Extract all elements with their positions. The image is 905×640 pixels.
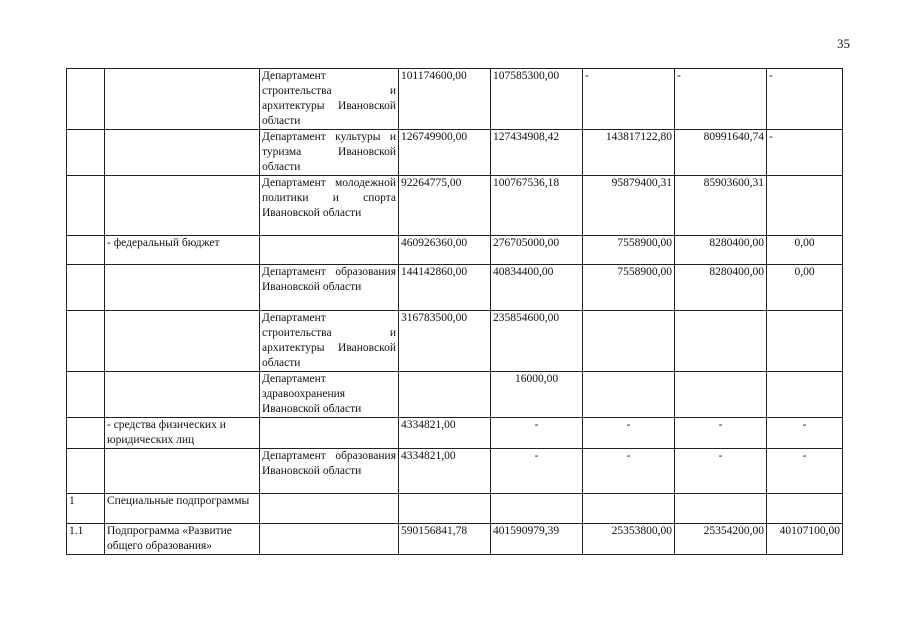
row-name-cell: - федеральный бюджет	[105, 236, 260, 265]
value-cell-4: -	[675, 418, 767, 449]
value-cell-3: 143817122,80	[583, 130, 675, 176]
table-row	[67, 265, 843, 311]
table-row	[67, 494, 843, 524]
value-cell-4: -	[675, 449, 767, 494]
executor-cell: Департамент молодежной политики и спорта Ивановской области	[260, 176, 399, 236]
row-name-cell	[105, 449, 260, 494]
row-name-cell	[105, 69, 260, 130]
value-cell-2: 276705000,00	[491, 236, 583, 265]
value-cell-3: -	[583, 69, 675, 130]
value-cell-3	[583, 372, 675, 418]
executor-cell: Департамент строительства и архитектуры Ивановской области	[260, 69, 399, 130]
value-cell-3: -	[583, 449, 675, 494]
value-cell-3: 7558900,00	[583, 265, 675, 311]
row-number-cell: 1	[67, 494, 105, 524]
value-cell-3	[583, 311, 675, 372]
executor-cell	[260, 418, 399, 449]
value-cell-4: 85903600,31	[675, 176, 767, 236]
row-number-cell	[67, 418, 105, 449]
value-cell-2: 127434908,42	[491, 130, 583, 176]
value-cell-1: 144142860,00	[399, 265, 491, 311]
value-cell-5: -	[767, 130, 843, 176]
value-cell-1	[399, 494, 491, 524]
table-row	[67, 236, 843, 265]
value-cell-5: 0,00	[767, 236, 843, 265]
value-cell-1: 101174600,00	[399, 69, 491, 130]
value-cell-3: 95879400,31	[583, 176, 675, 236]
table-row	[67, 69, 843, 130]
value-cell-2	[491, 494, 583, 524]
value-cell-3: 25353800,00	[583, 524, 675, 555]
table-row	[67, 176, 843, 236]
value-cell-2: 16000,00	[491, 372, 583, 418]
row-number-cell	[67, 176, 105, 236]
row-number-cell	[67, 265, 105, 311]
executor-cell: Департамент образования Ивановской области	[260, 265, 399, 311]
value-cell-5: -	[767, 69, 843, 130]
value-cell-4: 25354200,00	[675, 524, 767, 555]
value-cell-4	[675, 311, 767, 372]
value-cell-2: 235854600,00	[491, 311, 583, 372]
value-cell-5	[767, 176, 843, 236]
value-cell-1: 590156841,78	[399, 524, 491, 555]
value-cell-4: 8280400,00	[675, 236, 767, 265]
executor-cell: Департамент здравоохранения Ивановской области	[260, 372, 399, 418]
value-cell-4	[675, 372, 767, 418]
value-cell-1: 4334821,00	[399, 449, 491, 494]
row-name-cell	[105, 311, 260, 372]
value-cell-5: 0,00	[767, 265, 843, 311]
row-name-cell	[105, 265, 260, 311]
value-cell-5: 40107100,00	[767, 524, 843, 555]
value-cell-4	[675, 494, 767, 524]
value-cell-3: -	[583, 418, 675, 449]
value-cell-1: 92264775,00	[399, 176, 491, 236]
row-number-cell	[67, 69, 105, 130]
row-name-cell	[105, 130, 260, 176]
executor-cell	[260, 236, 399, 265]
row-name-cell	[105, 176, 260, 236]
executor-cell	[260, 494, 399, 524]
table-row	[67, 418, 843, 449]
value-cell-2: 100767536,18	[491, 176, 583, 236]
row-name-cell	[105, 372, 260, 418]
value-cell-1: 316783500,00	[399, 311, 491, 372]
executor-cell: Департамент строительства и архитектуры Ивановской области	[260, 311, 399, 372]
table-row	[67, 311, 843, 372]
table-row	[67, 524, 843, 555]
executor-cell	[260, 524, 399, 555]
row-name-cell: Специальные подпрограммы	[105, 494, 260, 524]
value-cell-1	[399, 372, 491, 418]
row-name-cell: - средства физических и юридических лиц	[105, 418, 260, 449]
value-cell-5: -	[767, 418, 843, 449]
table-row	[67, 130, 843, 176]
value-cell-5: -	[767, 449, 843, 494]
row-number-cell	[67, 372, 105, 418]
value-cell-1: 126749900,00	[399, 130, 491, 176]
value-cell-2: -	[491, 449, 583, 494]
value-cell-1: 4334821,00	[399, 418, 491, 449]
value-cell-5	[767, 494, 843, 524]
value-cell-1: 460926360,00	[399, 236, 491, 265]
page-number: 35	[837, 36, 850, 51]
row-number-cell: 1.1	[67, 524, 105, 555]
budget-table	[66, 68, 843, 555]
value-cell-3: 7558900,00	[583, 236, 675, 265]
value-cell-4: -	[675, 69, 767, 130]
value-cell-3	[583, 494, 675, 524]
table-row	[67, 372, 843, 418]
value-cell-2: 107585300,00	[491, 69, 583, 130]
row-name-cell: Подпрограмма «Развитие общего образования»	[105, 524, 260, 555]
value-cell-5	[767, 311, 843, 372]
value-cell-4: 8280400,00	[675, 265, 767, 311]
row-number-cell	[67, 130, 105, 176]
table-row	[67, 449, 843, 494]
executor-cell: Департамент культуры и туризма Ивановской области	[260, 130, 399, 176]
value-cell-2: 401590979,39	[491, 524, 583, 555]
row-number-cell	[67, 236, 105, 265]
value-cell-5	[767, 372, 843, 418]
value-cell-2: 40834400,00	[491, 265, 583, 311]
value-cell-2: -	[491, 418, 583, 449]
executor-cell: Департамент образования Ивановской области	[260, 449, 399, 494]
row-number-cell	[67, 449, 105, 494]
value-cell-4: 80991640,74	[675, 130, 767, 176]
row-number-cell	[67, 311, 105, 372]
